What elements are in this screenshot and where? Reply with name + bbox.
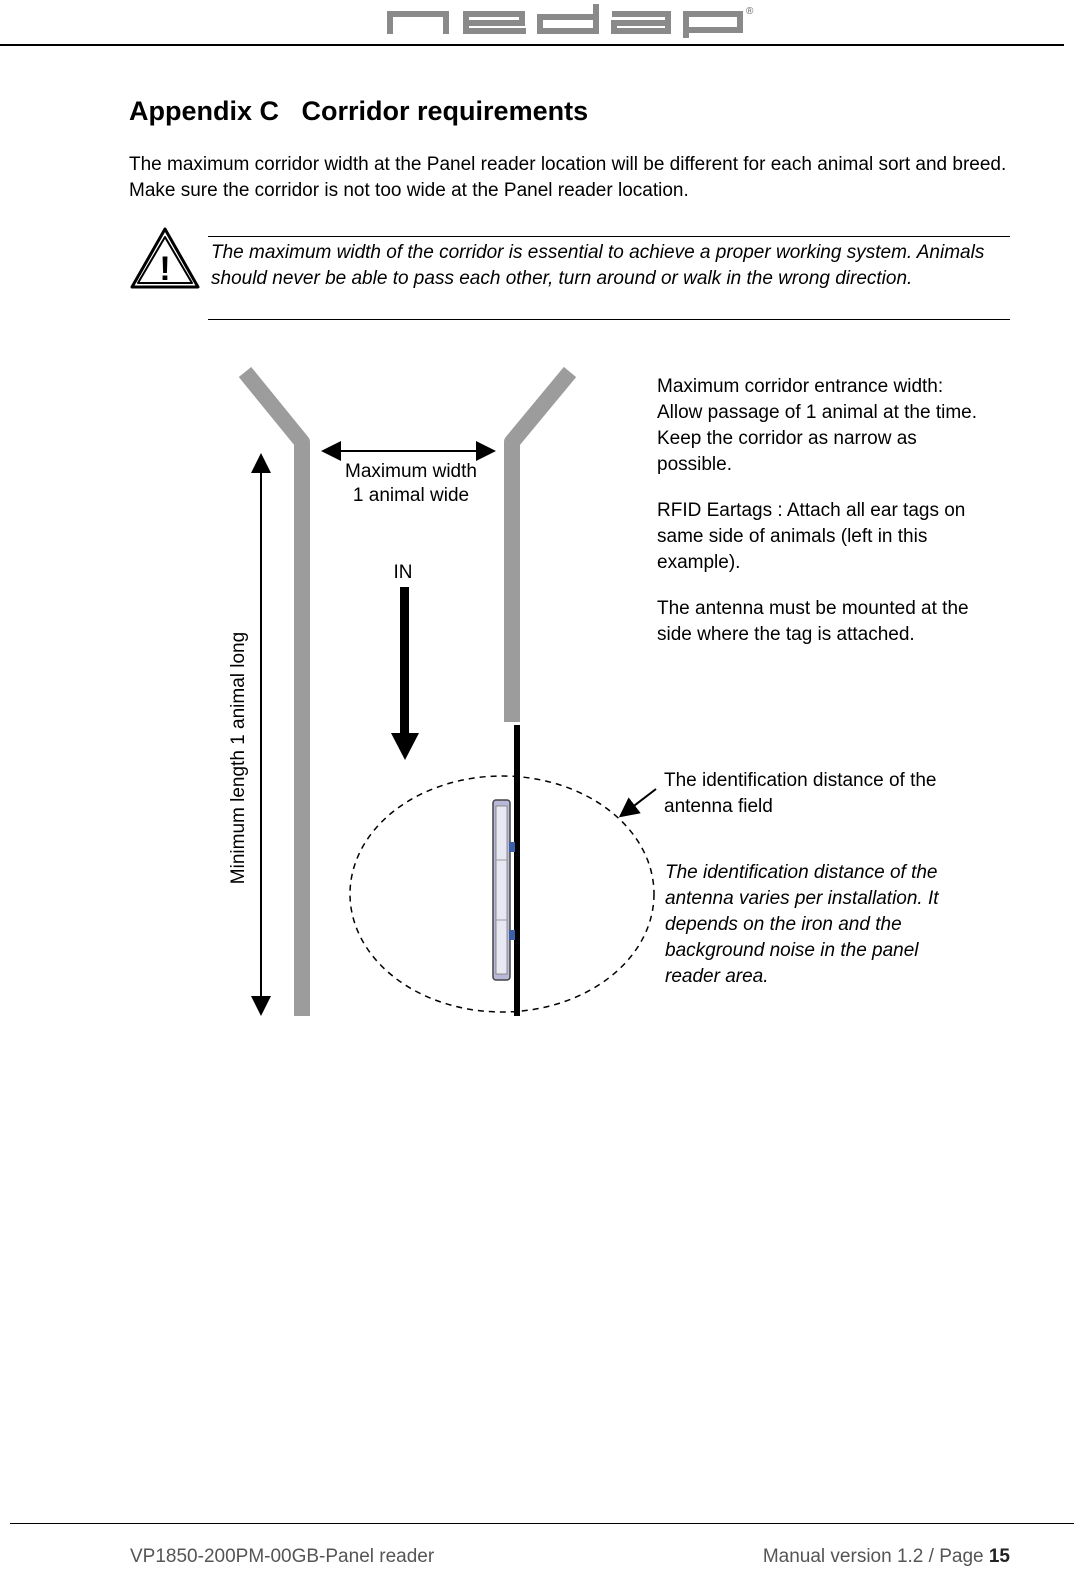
- page-number: [763, 1546, 1010, 1568]
- in-label: IN: [393, 562, 413, 583]
- footer-rule: [10, 1523, 1074, 1524]
- right-fence: [512, 372, 570, 722]
- page-heading: [129, 96, 588, 127]
- antenna-mounting-note: The antenna must be mounted at the side where the tag is attached.: [657, 598, 969, 645]
- left-fence: [245, 372, 302, 1016]
- nedap-logo: [386, 0, 766, 42]
- warning-triangle-icon: [128, 225, 202, 291]
- document-id: VP1850-200PM-00GB-Panel reader: [130, 1546, 435, 1567]
- field-pointer-arrow: [622, 789, 656, 815]
- registered-mark: ®: [746, 6, 754, 17]
- warning-text: The maximum width of the corridor is essential to achieve a proper working system. Animals should never be able to pass each other, turn around or walk in the wrong direction.: [211, 242, 985, 289]
- max-width-label-1: Maximum width: [345, 461, 477, 482]
- in-arrow-head: [391, 733, 419, 760]
- max-width-label-2: 1 animal wide: [352, 485, 470, 506]
- header-rule: [0, 44, 1064, 46]
- min-length-label: Minimum length 1 animal long: [228, 631, 249, 885]
- in-arrow-shaft: [400, 587, 409, 737]
- identification-distance-note: The identification distance of the antenna varies per installation. It depends on the iron and the background noise in the panel reader area.: [665, 862, 939, 987]
- eartags-note: RFID Eartags : Attach all ear tags on same side of animals (left in this example).: [657, 500, 966, 573]
- page-number-value: 15: [988, 1546, 1010, 1567]
- antenna-field-note: The identification distance of the antenna field: [664, 770, 937, 817]
- entrance-width-note: Maximum corridor entrance width: Allow passage of 1 animal at the time. Keep the corridor as narrow as possible.: [657, 376, 978, 475]
- intro-paragraph: The maximum corridor width at the Panel reader location will be different for each animal sort and breed. Make sure the corridor is not too wide at the Panel reader location.: [129, 154, 1007, 201]
- version-label: Manual version 1.2 / Page: [762, 1546, 989, 1567]
- warning-note: [208, 236, 1010, 320]
- svg-text:!: !: [159, 250, 171, 288]
- appendix-number: Appendix C: [129, 96, 280, 126]
- appendix-title: Corridor requirements: [301, 96, 589, 126]
- panel-reader-antenna: [493, 800, 515, 980]
